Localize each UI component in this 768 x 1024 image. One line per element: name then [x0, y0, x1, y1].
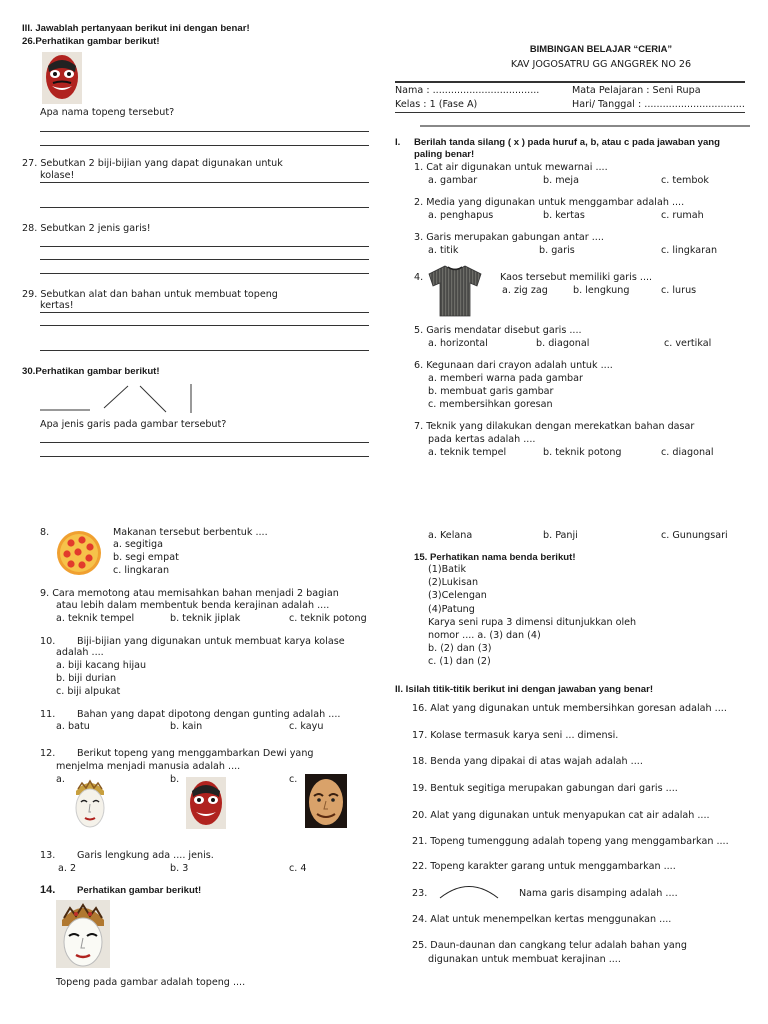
option-c[interactable]: c. (1) dan (2): [428, 656, 491, 667]
list-item: (3)Celengan: [428, 590, 487, 601]
answer-line: [40, 456, 369, 457]
question-number: 28.: [22, 223, 38, 234]
question-12-line2: menjelma menjadi manusia adalah ....: [56, 761, 241, 772]
option-c[interactable]: c. Gunungsari: [661, 530, 728, 541]
option-b[interactable]: b. diagonal: [536, 338, 590, 349]
curved-line-figure: [438, 883, 500, 899]
list-item: (2)Lukisan: [428, 577, 479, 588]
question-13-number: 13.: [40, 850, 56, 861]
question-number: 27.: [22, 158, 38, 169]
section-1-number: I.: [395, 137, 401, 148]
question-17: 17. Kolase termasuk karya seni ... dimensi.: [412, 730, 619, 741]
red-mask-image: [42, 52, 82, 104]
question-30: [22, 366, 160, 378]
question-23-number: 23.: [412, 888, 428, 899]
question-15: 15. Perhatikan nama benda berikut!: [414, 552, 576, 563]
question-3: 3. Garis merupakan gabungan antar ....: [414, 232, 604, 243]
question-5: 5. Garis mendatar disebut garis ....: [414, 325, 582, 336]
field-hari-tanggal: Hari/ Tanggal : .................................: [572, 99, 745, 110]
question-number: 26.: [22, 36, 36, 47]
question-14-number: 14.: [40, 884, 56, 896]
question-1: 1. Cat air digunakan untuk mewarnai ....: [414, 162, 608, 173]
option-b[interactable]: b. 3: [170, 863, 189, 874]
pizza-image: [56, 530, 102, 576]
question-text: Sebutkan alat dan bahan untuk membuat topeng: [40, 289, 278, 300]
question-8-number: 8.: [40, 527, 50, 538]
section-1-instruction-line2: paling benar!: [414, 149, 475, 160]
option-a[interactable]: a. teknik tempel: [56, 613, 135, 624]
option-a[interactable]: a. horizontal: [428, 338, 488, 349]
question-text: Perhatikan gambar berikut!: [35, 366, 160, 377]
question-22: 22. Topeng karakter garang untuk menggambarkan ....: [412, 861, 676, 872]
question-20: 20. Alat yang digunakan untuk menyapukan cat air adalah ....: [412, 810, 710, 821]
question-26-prompt: Apa nama topeng tersebut?: [40, 107, 175, 118]
option-b[interactable]: b. biji durian: [56, 673, 117, 684]
option-b[interactable]: b. kertas: [543, 210, 585, 221]
option-c[interactable]: c. rumah: [661, 210, 704, 221]
question-25: 25. Daun-daunan dan cangkang telur adalah bahan yang: [412, 940, 687, 951]
option-c[interactable]: c. tembok: [661, 175, 709, 186]
question-18: 18. Benda yang dipakai di atas wajah adalah ....: [412, 756, 643, 767]
answer-line: [40, 325, 369, 326]
question-11-number: 11.: [40, 709, 56, 720]
option-b[interactable]: b. Panji: [543, 530, 578, 541]
option-b[interactable]: b. kain: [170, 721, 203, 732]
option-c[interactable]: c. biji alpukat: [56, 686, 121, 697]
question-4: Kaos tersebut memiliki garis ....: [500, 272, 653, 283]
answer-line: [40, 246, 369, 247]
option-a[interactable]: a. memberi warna pada gambar: [428, 373, 583, 384]
option-c[interactable]: c. 4: [289, 863, 307, 874]
question-4-number: 4.: [414, 272, 424, 283]
question-10-line2: adalah ....: [56, 647, 104, 658]
answer-line: [40, 207, 369, 208]
option-a[interactable]: a. penghapus: [428, 210, 494, 221]
option-b[interactable]: b. segi empat: [113, 552, 179, 563]
question-15-prompt: Karya seni rupa 3 dimensi ditunjukkan oleh: [428, 617, 637, 628]
option-c[interactable]: c. membersihkan goresan: [428, 399, 553, 410]
option-b[interactable]: b. teknik jiplak: [170, 613, 241, 624]
header-title: BIMBINGAN BELAJAR “CERIA”: [529, 43, 673, 54]
answer-line: [40, 273, 369, 274]
section-3-title: III. Jawablah pertanyaan berikut ini dengan benar!: [22, 23, 250, 34]
question-21: 21. Topeng tumenggung adalah topeng yang menggambarkan ....: [412, 836, 729, 847]
question-26: [22, 36, 160, 48]
question-10-number: 10.: [40, 636, 56, 647]
question-9-line2: atau lebih dalam membentuk benda kerajinan adalah ....: [56, 600, 330, 611]
question-12-number: 12.: [40, 748, 56, 759]
option-a[interactable]: a. zig zag: [502, 285, 548, 296]
field-nama: Nama : ...................................: [395, 85, 540, 96]
option-a[interactable]: a. 2: [58, 863, 77, 874]
question-25-line2: digunakan untuk membuat kerajinan ....: [428, 954, 621, 965]
option-c[interactable]: c. vertikal: [664, 338, 712, 349]
question-13: Garis lengkung ada .... jenis.: [77, 850, 214, 861]
option-a[interactable]: a. biji kacang hijau: [56, 660, 147, 671]
option-a[interactable]: a. teknik tempel: [428, 447, 507, 458]
question-text: Sebutkan 2 jenis garis!: [40, 223, 151, 234]
option-a[interactable]: a. Kelana: [428, 530, 473, 541]
option-b[interactable]: b. garis: [539, 245, 575, 256]
option-b[interactable]: b. membuat garis gambar: [428, 386, 554, 397]
question-24: 24. Alat untuk menempelkan kertas menggunakan ....: [412, 914, 672, 925]
option-b[interactable]: b. meja: [543, 175, 579, 186]
option-c[interactable]: c. lingkaran: [661, 245, 718, 256]
option-c[interactable]: c. lurus: [661, 285, 697, 296]
question-19: 19. Bentuk segitiga merupakan gabungan dari garis ....: [412, 783, 678, 794]
tan-mask-image[interactable]: [305, 774, 347, 828]
field-mata-pelajaran: Mata Pelajaran : Seni Rupa: [572, 85, 701, 96]
white-mask-image[interactable]: [70, 777, 110, 829]
question-23: Nama garis disamping adalah ....: [519, 888, 678, 899]
option-b[interactable]: b.: [170, 774, 180, 785]
question-9: 9. Cara memotong atau memisahkan bahan menjadi 2 bagian: [40, 588, 339, 599]
question-7-line2: pada kertas adalah ....: [428, 434, 536, 445]
question-28: [22, 223, 151, 235]
option-b[interactable]: b. lengkung: [573, 285, 630, 296]
option-c[interactable]: c. lingkaran: [113, 565, 170, 576]
option-a[interactable]: a.: [56, 774, 65, 785]
answer-line: [40, 145, 369, 146]
header-divider: [395, 81, 745, 83]
option-c[interactable]: c. kayu: [289, 721, 324, 732]
section-2-title: II. Isilah titik-titik berikut ini dengan jawaban yang benar!: [395, 684, 654, 695]
question-15-prompt-line2: nomor .... a. (3) dan (4): [428, 630, 541, 641]
diagonal-line-right: [140, 386, 166, 412]
option-c[interactable]: c.: [289, 774, 298, 785]
question-10: Biji-bijian yang digunakan untuk membuat karya kolase: [77, 636, 345, 647]
option-a[interactable]: a. batu: [56, 721, 90, 732]
question-text: Perhatikan gambar berikut!: [35, 36, 160, 47]
question-27: [22, 158, 283, 170]
option-b[interactable]: b. (2) dan (3): [428, 643, 492, 654]
field-kelas: Kelas : 1 (Fase A): [395, 99, 478, 110]
option-a[interactable]: a. titik: [428, 245, 459, 256]
question-7: 7. Teknik yang dilakukan dengan merekatkan bahan dasar: [414, 421, 695, 432]
question-27-line2: kolase!: [40, 170, 75, 181]
question-11: Bahan yang dapat dipotong dengan gunting adalah ....: [77, 709, 341, 720]
option-b[interactable]: b. teknik potong: [543, 447, 622, 458]
red-mask-image[interactable]: [186, 777, 226, 829]
answer-line: [40, 312, 369, 313]
question-8: Makanan tersebut berbentuk ....: [113, 527, 268, 538]
question-16: 16. Alat yang digunakan untuk membersihkan goresan adalah ....: [412, 703, 727, 714]
section-1-instruction: Berilah tanda silang ( x ) pada huruf a, b, atau c pada jawaban yang: [414, 137, 721, 148]
diagonal-line-left: [104, 386, 128, 408]
question-2: 2. Media yang digunakan untuk menggambar adalah ....: [414, 197, 685, 208]
answer-line: [40, 259, 369, 260]
question-14: Perhatikan gambar berikut!: [77, 885, 202, 896]
white-mask-image: [56, 900, 110, 968]
answer-line: [40, 350, 369, 351]
header-divider-bottom: [395, 112, 745, 113]
option-a[interactable]: a. segitiga: [113, 539, 164, 550]
list-item: (1)Batik: [428, 564, 467, 575]
question-number: 30.: [22, 366, 36, 377]
striped-tshirt-image: [427, 264, 483, 318]
section-divider: [420, 125, 750, 127]
question-12: Berikut topeng yang menggambarkan Dewi yang: [77, 748, 314, 759]
question-number: 29.: [22, 289, 38, 300]
list-item: (4)Patung: [428, 604, 475, 615]
option-a[interactable]: a. gambar: [428, 175, 478, 186]
header-address: KAV JOGOSATRU GG ANGGREK NO 26: [510, 59, 692, 70]
option-c[interactable]: c. diagonal: [661, 447, 714, 458]
question-6: 6. Kegunaan dari crayon adalah untuk ....: [414, 360, 613, 371]
answer-line: [40, 182, 369, 183]
line-types-figure: [40, 382, 200, 414]
question-14-prompt: Topeng pada gambar adalah topeng ....: [56, 977, 246, 988]
question-30-prompt: Apa jenis garis pada gambar tersebut?: [40, 419, 227, 430]
answer-line: [40, 131, 369, 132]
answer-line: [40, 442, 369, 443]
question-text: Sebutkan 2 biji-bijian yang dapat digunakan untuk: [40, 158, 283, 169]
option-c[interactable]: c. teknik potong: [289, 613, 367, 624]
question-29-line2: kertas!: [40, 300, 74, 311]
